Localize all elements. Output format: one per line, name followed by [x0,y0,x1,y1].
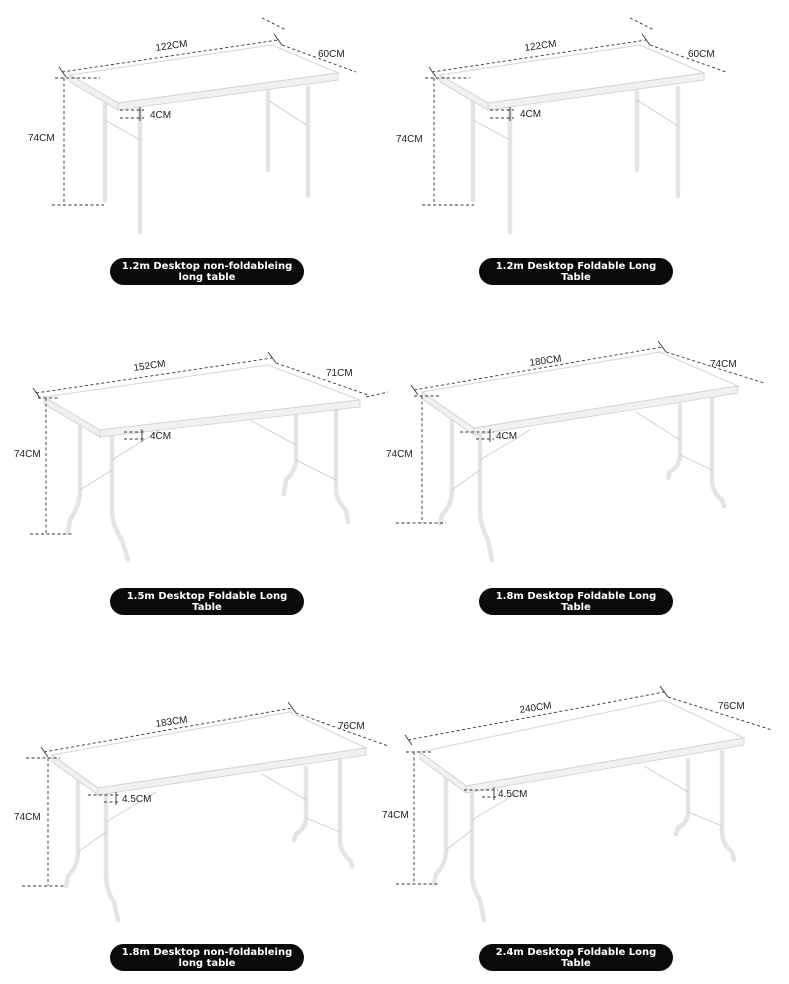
length-label: 180CM [528,353,563,369]
caption-line: long table [178,271,236,283]
table-leg [336,404,348,522]
table-illustration-4 [422,352,738,560]
caption-pill [479,258,673,285]
table-leg [106,790,118,920]
thickness-label: 4CM [496,431,518,442]
caption-pill [110,588,304,615]
table-leg [722,752,734,860]
thickness-label: 4.5CM [498,789,528,800]
table-leg [294,768,306,840]
table-leg [284,410,296,494]
table-illustration-2 [440,45,704,232]
height-label: 74CM [386,449,413,460]
dimension-lines-6 [396,686,772,884]
thickness-label: 4CM [150,431,172,442]
height-label: 74CM [382,810,409,821]
height-label: 74CM [396,134,423,145]
table-leg [340,760,352,866]
caption-line: 1.8m Desktop non-foldableing [121,946,293,958]
table-leg [440,415,452,524]
caption-line: Table [561,271,591,283]
length-label: 240CM [518,700,553,716]
table-leg [668,405,680,478]
width-label: 60CM [688,49,715,60]
length-label: 122CM [154,38,189,54]
caption-pill [479,588,673,615]
table-leg [68,415,80,532]
caption-line: long table [178,957,236,969]
table-leg [434,770,446,884]
width-label: 71CM [326,368,353,379]
dimension-lines-1 [52,18,356,205]
table-leg [66,775,78,886]
table-leg [472,786,484,920]
height-label: 74CM [14,449,41,460]
table-illustration-6 [420,700,744,920]
caption-pill [110,258,304,285]
caption-pill [110,944,304,971]
table-leg [112,428,128,560]
thickness-label: 4CM [520,109,542,120]
caption-line: 2.4m Desktop Foldable Long [495,946,657,958]
thickness-label: 4.5CM [122,794,152,805]
length-label: 183CM [154,714,189,730]
width-label: 74CM [710,359,737,370]
caption-pill [479,944,673,971]
table-leg [480,430,492,560]
thickness-label: 4CM [150,110,172,121]
height-label: 74CM [14,812,41,823]
width-label: 76CM [718,701,745,712]
caption-line: 1.5m Desktop Foldable Long [126,590,288,602]
caption-line: 1.2m Desktop Foldable Long [495,260,657,272]
table-leg [712,398,724,506]
table-leg [676,760,688,834]
caption-line: 1.2m Desktop non-foldableing [121,260,293,272]
length-label: 122CM [523,38,558,54]
dimension-lines-2 [422,18,726,205]
caption-line: Table [561,957,591,969]
caption-line: 1.8m Desktop Foldable Long Table [495,590,657,613]
caption-line: Table [192,601,222,613]
width-label: 60CM [318,49,345,60]
table-illustration-3 [44,365,360,560]
table-illustration-1 [70,45,338,232]
length-label: 152CM [132,358,167,374]
table-illustration-5 [52,712,366,920]
height-label: 74CM [28,133,55,144]
width-label: 76CM [338,721,365,732]
